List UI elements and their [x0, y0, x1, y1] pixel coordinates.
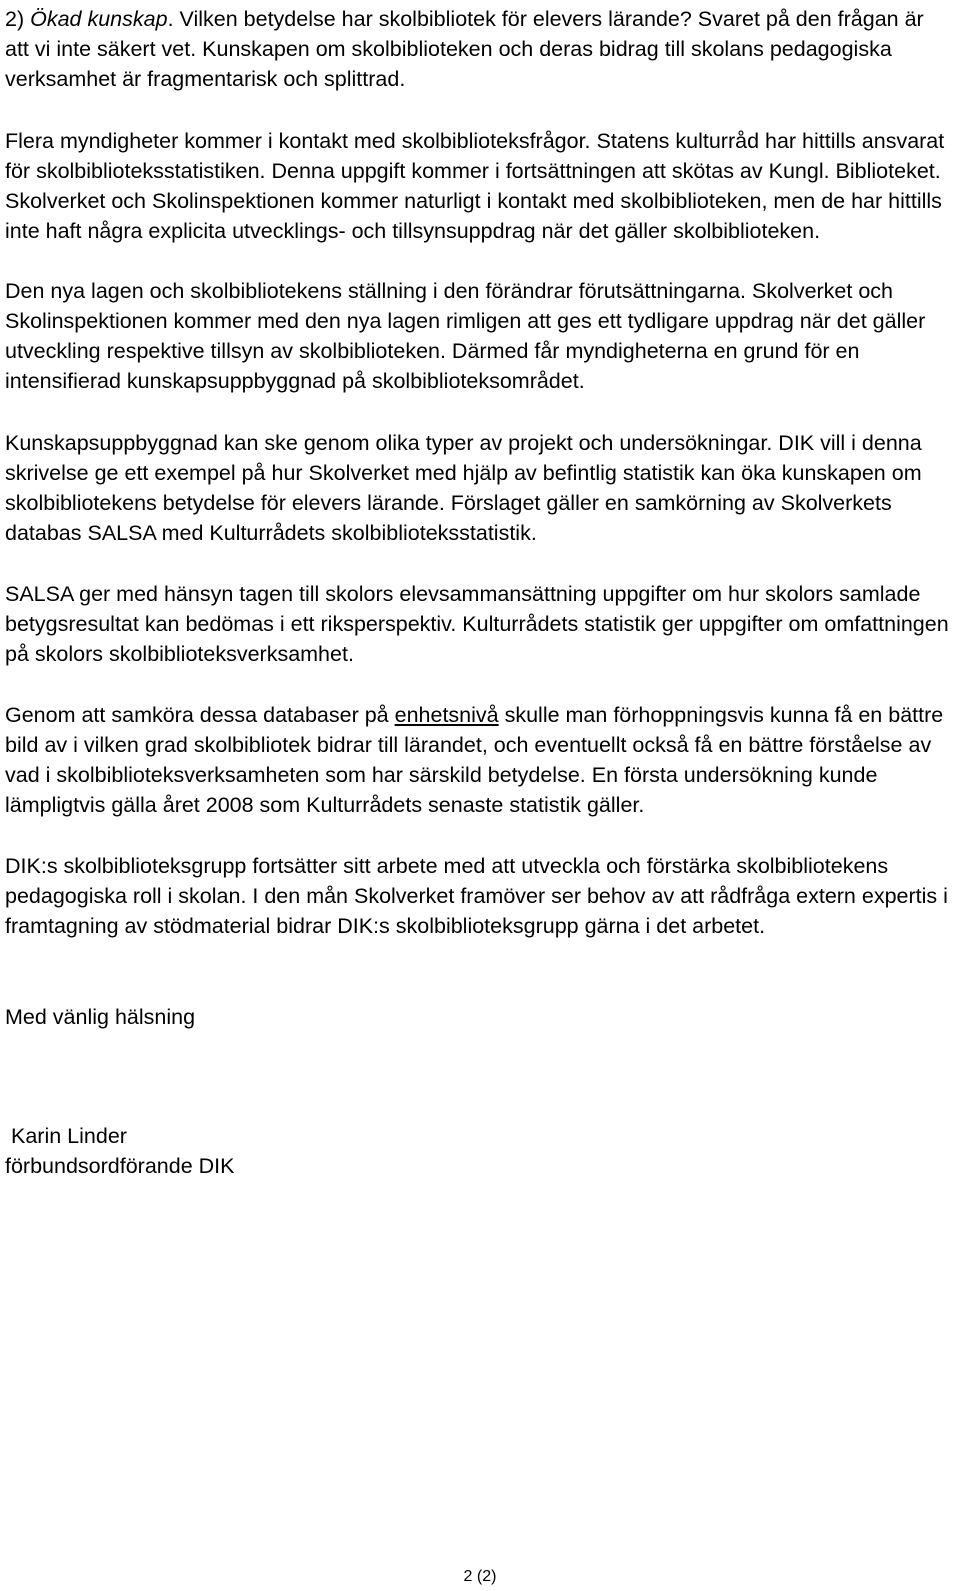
signatory-name: Karin Linder — [11, 1124, 127, 1148]
section-heading: Ökad kunskap — [30, 7, 168, 31]
paragraph-knowledge-building: Kunskapsuppbyggnad kan ske genom olika typer av projekt och undersökningar. DIK vill i denna skrivelse ge ett exempel på hur Skolverket med hjälp av befintlig statistik kan öka kunskapen om skolbibliotekens betydelse för elevers lärande. Förslaget gäller en samkörning av Skolverkets databas SALSA med Kulturrådets skolbiblioteksstatistik. — [5, 431, 922, 545]
paragraph-intro — [5, 4, 950, 94]
document-page — [5, 4, 950, 1181]
merge-text-after: skulle man förhoppningsvis kunna få en bättre bild av i vilken grad skolbibliotek bidrar till lärandet, och eventuellt också få en bättre förståelse av vad i skolbiblioteksverksamheten som har särskild betydelse. En första undersökning kunde lämpligtvis gälla året 2008 som Kulturrådets senaste statistik gäller. — [5, 703, 944, 817]
section-label: 2) — [5, 7, 25, 31]
closing-greeting: Med vänlig hälsning — [5, 1005, 196, 1029]
merge-text-before: Genom att samköra dessa databaser på — [5, 703, 395, 727]
signatory-title: förbundsordförande DIK — [5, 1154, 235, 1178]
paragraph-new-law: Den nya lagen och skolbibliotekens ställning i den förändrar förutsättningarna. Skolverket och Skolinspektionen kommer med den nya lagen rimligen att ges ett tydligare uppdrag när det gäller utveckling respektive tillsyn av skolbiblioteken. Därmed får myndigheterna en grund för en intensifierad kunskapsuppbyggnad på skolbiblioteksområdet. — [5, 279, 926, 393]
paragraph-database-merge — [5, 700, 950, 820]
paragraph-authorities: Flera myndigheter kommer i kontakt med skolbiblioteksfrågor. Statens kulturråd har hittills ansvarat för skolbiblioteksstatistiken. Denna uppgift kommer i fortsättningen att skötas av Kungl. Biblioteket. Skolverket och Skolinspektionen kommer naturligt i kontakt med skolbiblioteken, men de har hittills inte haft några explicita utvecklings- och tillsynsuppdrag när det gäller skolbiblioteken. — [5, 129, 945, 243]
paragraph-school-library-group: DIK:s skolbiblioteksgrupp fortsätter sitt arbete med att utveckla och förstärka skolbibliotekens pedagogiska roll i skolan. I den mån Skolverket framöver ser behov av att rådfråga extern expertis i framtagning av stödmaterial bidrar DIK:s skolbiblioteksgrupp gärna i det arbetet. — [5, 854, 948, 938]
page-number: 2 (2) — [463, 1568, 497, 1585]
signature-block — [5, 1121, 950, 1181]
intro-text: . Vilken betydelse har skolbibliotek för elevers lärande? Svaret på den frågan är att vi inte säkert vet. Kunskapen om skolbiblioteken och deras bidrag till skolans pedagogiska verksamhet är fragmentarisk och splittrad. — [5, 7, 924, 91]
underlined-term: enhetsnivå — [394, 703, 499, 727]
paragraph-salsa: SALSA ger med hänsyn tagen till skolors elevsammansättning uppgifter om hur skolors samlade betygsresultat kan bedömas i ett riksperspektiv. Kulturrådets statistik ger uppgifter om omfattningen på skolors skolbiblioteksverksamhet. — [5, 582, 949, 666]
